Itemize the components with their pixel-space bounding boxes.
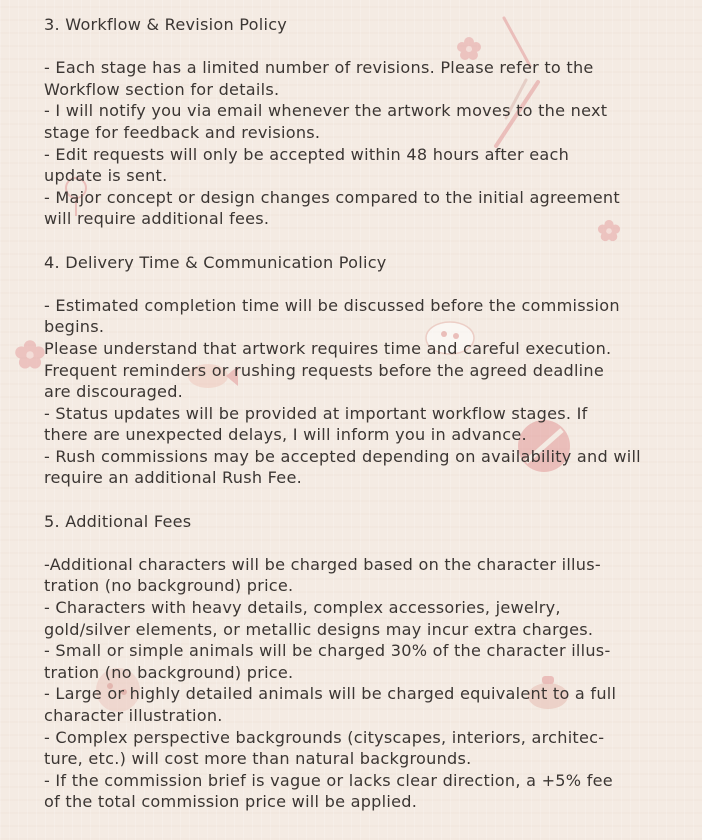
policy-line: update is sent. xyxy=(44,166,168,186)
section-heading: 5. Additional Fees xyxy=(44,511,192,531)
workflow-revision-section xyxy=(44,14,676,230)
policy-line: stage for feedback and revisions. xyxy=(44,122,321,142)
policy-line: Please understand that artwork requires time and careful execution. xyxy=(44,338,612,358)
policy-line: tration (no background) price. xyxy=(44,662,294,682)
flower-icon xyxy=(14,339,46,371)
section-heading: 3. Workflow & Revision Policy xyxy=(44,15,288,34)
policy-line: - Status updates will be provided at important workflow stages. If xyxy=(44,403,588,423)
policy-line: - Large or highly detailed animals will be charged equivalent to a full xyxy=(44,684,617,704)
policy-document xyxy=(44,14,676,813)
policy-line: - If the commission brief is vague or lacks clear direction, a +5% fee xyxy=(44,770,613,790)
policy-line: - Characters with heavy details, complex accessories, jewelry, xyxy=(44,598,561,618)
policy-line: - Small or simple animals will be charged 30% of the character illus- xyxy=(44,641,611,661)
additional-fees-section xyxy=(44,511,676,813)
policy-line: gold/silver elements, or metallic designs may incur extra charges. xyxy=(44,619,594,639)
policy-line: Frequent reminders or rushing requests before the agreed deadline xyxy=(44,360,605,380)
policy-line: are discouraged. xyxy=(44,382,184,402)
policy-line: begins. xyxy=(44,317,105,337)
policy-line: - Edit requests will only be accepted within 48 hours after each xyxy=(44,144,570,164)
policy-line: character illustration. xyxy=(44,706,223,725)
policy-line: - Complex perspective backgrounds (cityscapes, interiors, architec- xyxy=(44,727,605,747)
policy-line: there are unexpected delays, I will inform you in advance. xyxy=(44,425,527,445)
policy-line: - Estimated completion time will be discussed before the commission xyxy=(44,295,620,315)
policy-line: Workflow section for details. xyxy=(44,79,280,99)
policy-line: ture, etc.) will cost more than natural backgrounds. xyxy=(44,749,472,769)
policy-line: require an additional Rush Fee. xyxy=(44,468,302,488)
policy-line: -Additional characters will be charged based on the character illus- xyxy=(44,554,601,574)
section-heading: 4. Delivery Time & Communication Policy xyxy=(44,252,387,272)
policy-line: will require additional fees. xyxy=(44,209,270,229)
policy-line: - Each stage has a limited number of revisions. Please refer to the xyxy=(44,58,594,78)
policy-line: tration (no background) price. xyxy=(44,576,294,596)
policy-line: of the total commission price will be applied. xyxy=(44,792,418,812)
delivery-communication-section xyxy=(44,252,676,490)
policy-line: - Major concept or design changes compared to the initial agreement xyxy=(44,187,620,207)
policy-line: - Rush commissions may be accepted depending on availability and will xyxy=(44,446,641,466)
policy-line: - I will notify you via email whenever the artwork moves to the next xyxy=(44,101,608,121)
